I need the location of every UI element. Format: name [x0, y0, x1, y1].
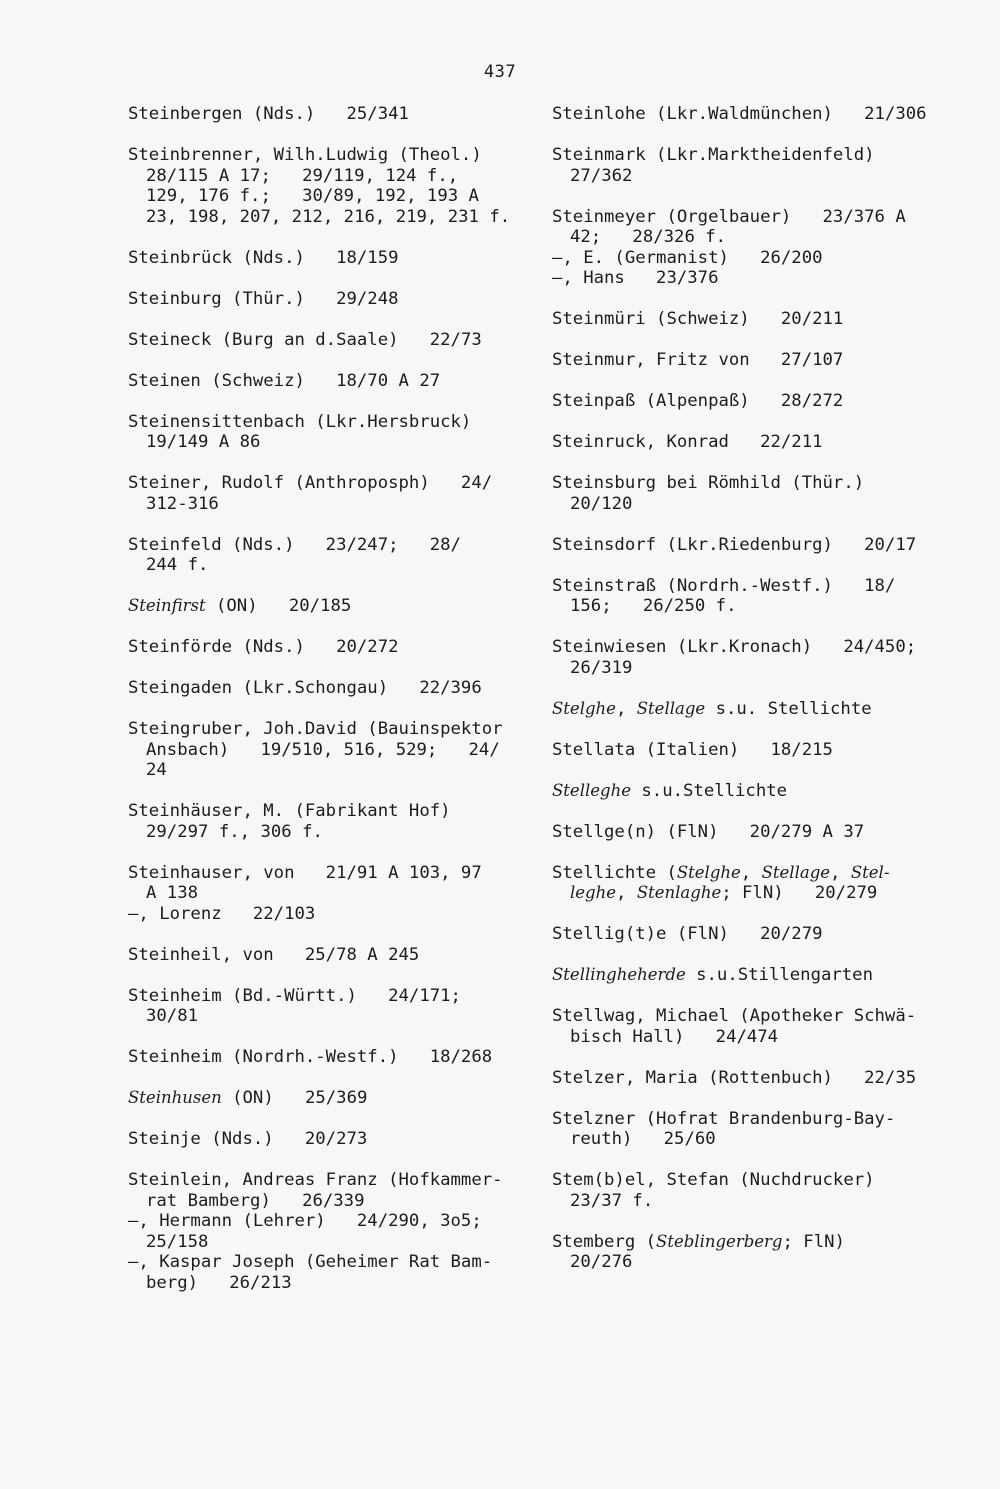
entry-text: Stellig(t)e (FlN) 20/279: [552, 924, 823, 944]
entry-text: ,: [615, 698, 637, 719]
italic-term: leghe: [570, 883, 616, 902]
entry-heading-line: [128, 863, 528, 884]
entry-text: s.u. Stellichte: [705, 698, 872, 719]
entry-heading-line: [128, 330, 528, 351]
index-entry: [552, 637, 952, 678]
entry-heading-line: [552, 104, 952, 125]
entry-text: 30/81: [146, 1006, 199, 1026]
entry-text: s.u.Stellichte: [630, 780, 788, 801]
index-entry: [552, 576, 952, 617]
entry-text: Stemberg (: [552, 1231, 657, 1252]
index-entry: [552, 965, 952, 986]
entry-continuation-line: [128, 740, 528, 761]
index-entry: [128, 719, 528, 781]
entry-heading-line: [128, 1088, 528, 1109]
entry-heading-line: [552, 863, 952, 884]
index-entry: [552, 822, 952, 843]
entry-text: Steinje (Nds.) 20/273: [128, 1129, 368, 1149]
entry-heading-line: [552, 965, 952, 986]
index-entry: [552, 1170, 952, 1211]
entry-heading-line: [128, 678, 528, 699]
entry-heading-line: [128, 145, 528, 166]
entry-heading-line: [552, 1109, 952, 1130]
entry-text: 23/37 f.: [570, 1190, 654, 1211]
italic-term: Stellage: [636, 698, 706, 718]
index-entry: [128, 248, 528, 269]
entry-continuation-line: [552, 1129, 952, 1150]
entry-subentry-line: [128, 1252, 528, 1273]
entry-heading-line: [128, 1129, 528, 1150]
entry-text: (ON) 25/369: [221, 1088, 368, 1108]
entry-text: Steinheil, von 25/78 A 245: [128, 944, 420, 965]
entry-heading-line: [128, 1047, 528, 1068]
entry-text: 24: [146, 760, 167, 780]
entry-subentry-line: [128, 904, 528, 925]
index-entry: [552, 863, 952, 904]
entry-text: ; FlN) 20/279: [721, 883, 878, 903]
entry-heading-line: [128, 289, 528, 310]
entry-continuation-line: [128, 883, 528, 904]
entry-heading-line: [128, 371, 528, 392]
entry-text: 156; 26/250 f.: [570, 596, 737, 616]
index-entry: [552, 740, 952, 761]
entry-heading-line: [552, 576, 952, 597]
entry-heading-line: [128, 535, 528, 556]
entry-text: Steinlein, Andreas Franz (Hofkammer-: [128, 1170, 503, 1190]
entry-text: ; FlN): [782, 1231, 845, 1252]
entry-text: —, Hermann (Lehrer) 24/290, 3o5;: [128, 1211, 482, 1231]
entry-text: 23, 198, 207, 212, 216, 219, 231 f.: [146, 206, 511, 227]
italic-term: Stelleghe: [552, 780, 631, 800]
entry-heading-line: [128, 248, 528, 269]
entry-text: reuth) 25/60: [570, 1129, 716, 1149]
index-entry: [552, 207, 952, 289]
italic-term: Stenlaghe: [636, 883, 722, 902]
page-number: 437: [483, 62, 517, 82]
entry-heading-line: [552, 924, 952, 945]
entry-heading-line: [128, 1170, 528, 1191]
entry-heading-line: [552, 740, 952, 761]
entry-subentry-line: [552, 248, 952, 269]
entry-continuation-line: [128, 1273, 528, 1294]
entry-heading-line: [552, 535, 952, 556]
entry-text: Stellwag, Michael (Apotheker Schwä-: [552, 1006, 917, 1026]
entry-text: A 138: [146, 883, 199, 903]
entry-text: Stem(b)el, Stefan (Nuchdrucker): [552, 1170, 875, 1190]
entry-text: Steinen (Schweiz) 18/70 A 27: [128, 370, 441, 391]
entry-heading-line: [128, 986, 528, 1007]
entry-heading-line: [552, 699, 952, 720]
entry-text: rat Bamberg) 26/339: [146, 1190, 365, 1211]
entry-text: Steinruck, Konrad 22/211: [552, 432, 823, 452]
entry-text: Steinlohe (Lkr.Waldmünchen) 21/306: [552, 104, 927, 124]
index-entry: [552, 699, 952, 720]
entry-heading-line: [128, 801, 528, 822]
entry-text: Steinmeyer (Orgelbauer) 23/376 A: [552, 206, 906, 227]
entry-heading-line: [552, 309, 952, 330]
entry-text: Steinstraß (Nordrh.-Westf.) 18/: [552, 575, 896, 596]
entry-continuation-line: [552, 494, 952, 515]
entry-heading-line: [552, 145, 952, 166]
entry-subentry-line: [128, 1211, 528, 1232]
index-entry: [128, 678, 528, 699]
index-entry: [552, 350, 952, 371]
entry-heading-line: [128, 596, 528, 617]
entry-text: Steinburg (Thür.) 29/248: [128, 288, 399, 309]
entry-text: 25/158: [146, 1231, 209, 1252]
index-entry: [552, 104, 952, 125]
entry-text: Steinmur, Fritz von 27/107: [552, 350, 844, 370]
entry-continuation-line: [128, 207, 528, 228]
entry-continuation-line: [552, 658, 952, 679]
entry-text: Stelzer, Maria (Rottenbuch) 22/35: [552, 1067, 917, 1088]
entry-continuation-line: [128, 494, 528, 515]
entry-heading-line: [552, 637, 952, 658]
italic-term: Stel-: [850, 862, 890, 882]
entry-heading-line: [552, 432, 952, 453]
entry-text: Steinwiesen (Lkr.Kronach) 24/450;: [552, 637, 917, 657]
entry-text: berg) 26/213: [146, 1272, 292, 1293]
entry-text: —, E. (Germanist) 26/200: [552, 247, 823, 268]
index-entry: [552, 535, 952, 556]
index-entry: [128, 371, 528, 392]
entry-continuation-line: [128, 166, 528, 187]
italic-term: Stelghe: [676, 862, 741, 882]
entry-continuation-line: [128, 822, 528, 843]
entry-text: Steingaden (Lkr.Schongau) 22/396: [128, 678, 482, 698]
entry-heading-line: [552, 350, 952, 371]
entry-text: Steinförde (Nds.) 20/272: [128, 637, 399, 657]
entry-heading-line: [128, 104, 528, 125]
index-entry: [128, 473, 528, 514]
entry-heading-line: [128, 637, 528, 658]
entry-text: Ansbach) 19/510, 516, 529; 24/: [146, 739, 500, 760]
index-entry: [128, 801, 528, 842]
entry-text: Steinheim (Nordrh.-Westf.) 18/268: [128, 1047, 493, 1067]
index-entry: [128, 104, 528, 125]
entry-heading-line: [552, 1170, 952, 1191]
entry-text: —, Kaspar Joseph (Geheimer Rat Bam-: [128, 1252, 493, 1272]
entry-text: 28/115 A 17; 29/119, 124 f.,: [146, 165, 459, 186]
entry-continuation-line: [552, 1252, 952, 1273]
entry-text: Steinensittenbach (Lkr.Hersbruck): [128, 411, 472, 432]
entry-subentry-line: [552, 268, 952, 289]
entry-text: ,: [740, 862, 762, 883]
italic-term: Stellage: [761, 862, 831, 882]
entry-text: 20/276: [570, 1252, 633, 1272]
entry-text: Steinheim (Bd.-Württ.) 24/171;: [128, 985, 461, 1006]
entry-text: Stellichte (: [552, 862, 677, 883]
entry-text: Stellata (Italien) 18/215: [552, 739, 833, 760]
index-entry: [128, 289, 528, 310]
index-entry: [128, 535, 528, 576]
entry-text: 26/319: [570, 657, 633, 678]
index-entry: [552, 1232, 952, 1273]
index-entry: [128, 1170, 528, 1293]
index-entry: [128, 1088, 528, 1109]
entry-text: 19/149 A 86: [146, 432, 261, 452]
entry-text: ,: [830, 862, 851, 883]
left-column: [128, 104, 528, 1314]
entry-text: Steinbrenner, Wilh.Ludwig (Theol.): [128, 145, 482, 165]
right-column: [552, 104, 952, 1293]
entry-text: Steineck (Burg an d.Saale) 22/73: [128, 329, 482, 350]
entry-heading-line: [552, 822, 952, 843]
entry-text: 129, 176 f.; 30/89, 192, 193 A: [146, 186, 479, 206]
entry-continuation-line: [128, 555, 528, 576]
entry-text: 312-316: [146, 493, 219, 514]
index-entry: [552, 309, 952, 330]
entry-text: Stelzner (Hofrat Brandenburg-Bay-: [552, 1108, 896, 1129]
entry-heading-line: [128, 945, 528, 966]
entry-continuation-line: [552, 227, 952, 248]
entry-continuation-line: [128, 1006, 528, 1027]
entry-text: Stellge(n) (FlN) 20/279 A 37: [552, 821, 865, 842]
italic-term: Stellingheherde: [552, 965, 686, 984]
entry-heading-line: [128, 412, 528, 433]
index-entry: [128, 330, 528, 351]
entry-heading-line: [552, 207, 952, 228]
index-entry: [552, 391, 952, 412]
entry-continuation-line: [128, 432, 528, 453]
entry-continuation-line: [128, 1191, 528, 1212]
entry-continuation-line: [128, 1232, 528, 1253]
index-entry: [128, 1047, 528, 1068]
entry-text: (ON) 20/185: [205, 596, 352, 616]
index-entry: [128, 986, 528, 1027]
entry-continuation-line: [552, 166, 952, 187]
entry-continuation-line: [552, 883, 952, 904]
index-entry: [128, 596, 528, 617]
entry-continuation-line: [552, 596, 952, 617]
entry-text: ,: [616, 883, 637, 903]
entry-text: 20/120: [570, 493, 633, 514]
index-entry: [128, 145, 528, 227]
entry-text: —, Lorenz 22/103: [128, 903, 316, 924]
entry-text: Steiner, Rudolf (Anthroposph) 24/: [128, 473, 493, 493]
entry-continuation-line: [552, 1027, 952, 1048]
entry-text: Steinmüri (Schweiz) 20/211: [552, 309, 844, 329]
entry-text: s.u.Stillengarten: [685, 965, 873, 985]
entry-text: Steinfeld (Nds.) 23/247; 28/: [128, 534, 461, 555]
index-entry: [552, 473, 952, 514]
entry-text: Steinmark (Lkr.Marktheidenfeld): [552, 145, 875, 165]
entry-text: 27/362: [570, 165, 633, 186]
index-entry: [552, 432, 952, 453]
entry-text: Steinpaß (Alpenpaß) 28/272: [552, 391, 844, 411]
entry-heading-line: [552, 1068, 952, 1089]
entry-text: —, Hans 23/376: [552, 268, 719, 288]
entry-text: 244 f.: [146, 555, 209, 575]
entry-heading-line: [552, 1232, 952, 1253]
index-entry: [128, 945, 528, 966]
entry-heading-line: [552, 781, 952, 802]
entry-text: 42; 28/326 f.: [570, 227, 727, 247]
index-entry: [552, 145, 952, 186]
entry-heading-line: [552, 473, 952, 494]
entry-heading-line: [128, 719, 528, 740]
entry-text: Steinhauser, von 21/91 A 103, 97: [128, 862, 482, 883]
entry-continuation-line: [552, 1191, 952, 1212]
entry-text: Steingruber, Joh.David (Bauinspektor: [128, 719, 503, 739]
entry-heading-line: [552, 391, 952, 412]
index-entry: [552, 1068, 952, 1089]
italic-term: Steblingerberg: [656, 1231, 783, 1251]
entry-heading-line: [552, 1006, 952, 1027]
entry-text: 29/297 f., 306 f.: [146, 821, 323, 842]
entry-continuation-line: [128, 760, 528, 781]
italic-term: Stelghe: [552, 698, 616, 718]
entry-continuation-line: [128, 186, 528, 207]
index-entry: [552, 1006, 952, 1047]
entry-text: Steinbrück (Nds.) 18/159: [128, 247, 399, 268]
entry-text: Steinhäuser, M. (Fabrikant Hof): [128, 801, 451, 821]
entry-text: bisch Hall) 24/474: [570, 1026, 779, 1047]
entry-heading-line: [128, 473, 528, 494]
italic-term: Steinfirst: [128, 596, 206, 615]
index-entry: [128, 863, 528, 925]
index-entry: [128, 412, 528, 453]
index-entry: [552, 1109, 952, 1150]
index-entry: [552, 781, 952, 802]
index-entry: [128, 1129, 528, 1150]
entry-text: Steinsdorf (Lkr.Riedenburg) 20/17: [552, 534, 917, 555]
italic-term: Steinhusen: [128, 1088, 222, 1107]
entry-text: Steinbergen (Nds.) 25/341: [128, 104, 409, 124]
index-entry: [552, 924, 952, 945]
entry-text: Steinsburg bei Römhild (Thür.): [552, 473, 865, 493]
index-entry: [128, 637, 528, 658]
